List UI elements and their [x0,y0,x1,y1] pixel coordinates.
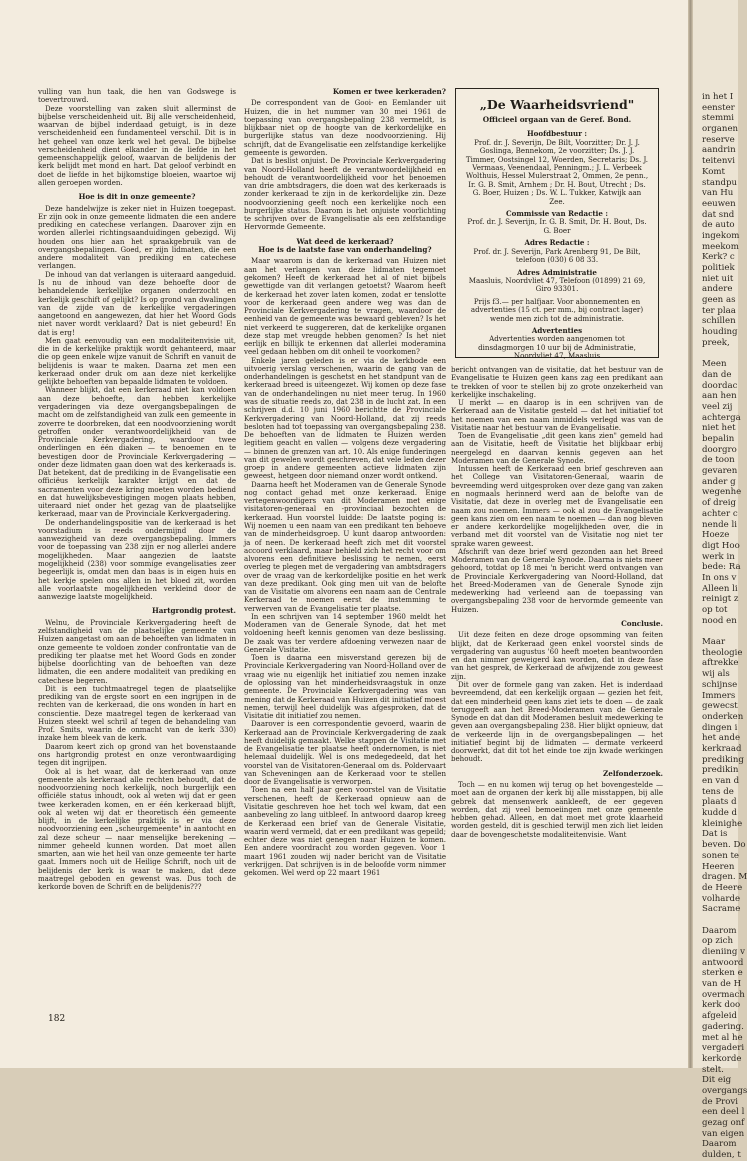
price-text: Prijs f3.— per halfjaar. Voor abonnementen en advertenties (15 ct. per mm., bij contract lager) wende men zich tot de administratie. [470,296,644,323]
adjacent-page-line: niet uit [702,273,734,284]
paragraph: De onderhandelingspositie van de kerkeraad is het voorstadium is reeds ondermijnd door de aanwezigheid van deze overgangsbepaling. Immers voor de toepassing van 238 zijn er nog allerlei andere mogelijkheden. Maar aangezien de laatste mogelijkheid (238) voor sommige evangelisaties zeer begeerlijk is, omdat men dan baas is in eigen huis en het kerkje spelen ons allen in het bloed zit, worden alle voorlaatste mogelijkheden verkleind door de aanwezige laatste mogelijkheid. [38,517,236,602]
adjacent-page-line: dulden, t [702,1150,741,1161]
paragraph: Intussen heeft de Kerkeraad een brief geschreven aan het College van Visitatoren-Generaal, waarin de bevreemding werd uitgesproken over deze gang van zaken en nogmaals herinnerd werd aan de belofte van de Visitatie, dat deze in overleg met de Evangelisatie een naam zou noemen. Immers — ook al zou de Evangelisatie geen kans zien om een naam te noemen — dan nog bleven er andere kerkordelijke mogelijkheden over, die in verband met dit voorstel van de Visitatie nog niet ter sprake waren geweest. [451,464,663,548]
adjacent-page-line: de Heere [702,882,743,893]
adjacent-page-line: houding [702,327,738,338]
adjacent-page-line: dragen. M [702,872,747,883]
adjacent-page-line: nood en [702,615,737,626]
paragraph: Toen is daarna een misverstand gerezen bij de Provinciale Kerkvergadering van Noord-Holland over de vraag wie nu eigenlijk het initiatief zou nemen inzake de oplossing van het minderheidsvraagstuk in onze gemeente. De Provinciale Kerkvergadering was van mening dat de Kerkeraad van Huizen dit initiatief moest nemen, terwijl heel duidelijk was afgesproken, dat de Visitatie dit initiatief zou nemen. [244,653,446,721]
adjacent-page-line: Dat is [702,829,728,840]
adjacent-page-line: eeuwen [702,198,736,209]
paragraph: Daarom keert zich op grond van het bovenstaande ons hartgrondig protest en onze verontwaardiging tegen dit ingrijpen. [38,741,236,768]
adjacent-page-line: wegenhe [702,487,742,498]
adjacent-page-line: antwoord [702,957,744,968]
paragraph: Daarover is een correspondentie gevoerd, waarin de Kerkeraad aan de Provinciale Kerkvergadering de zaak heeft duidelijk gemaakt. Welke stappen de Visitatie met de Evangelisatie ter plaatse heeft ondernomen, is niet helemaal duidelijk. Wel is ons medegedeeld, dat het voorstel van de Visitatoren-Generaal om ds. Poldervaart van Scheveningen aan de Kerkeraad voor te stellen door de Evangelisatie is verworpen. [244,719,446,787]
adjacent-page-line: gadering. [702,1021,744,1032]
adjacent-page-line: afgeleid [702,1011,737,1022]
paragraph: U merkt — en daarop is in een schrijven van de Kerkeraad aan de Visitatie gesteld — dat het initiatief tot het noemen van een naam inmiddels verlegd was van de Visitatie naar het bestuur van de Evangelisatie. [451,398,663,432]
adjacent-page-line: beven. Do [702,840,746,851]
adjacent-page-line: Maar [702,637,726,648]
adjacent-page-line: digt Hoo [702,540,740,551]
adjacent-page-line: overgangs [702,1085,747,1096]
section-heading: Hoe is dit in onze gemeente? [78,192,196,202]
paragraph: Toen na een half jaar geen voorstel van de Visitatie verschenen, heeft de Kerkeraad opnieuw aan de Visitatie geschreven hoe het toch wel kwam, dat een aanbeveling zo lang uitbleef. In antwoord daarop kreeg de Kerkeraad een brief van de Generale Visitatie, waarin werd vermeld, dat er een predikant was gepeild; echter deze was niet genegen naar Huizen te komen. Een andere voordracht zou worden gegeven. Voor 1 maart 1961 zouden wij nader bericht van de Visitatie verkrijgen. Dat schrijven is in de beloofde vorm nimmer gekomen. Wel werd op 22 maart 1961 [244,785,446,878]
adjacent-page-line: ter plaa [702,305,736,316]
adjacent-page-line: kerkorde [702,1053,742,1064]
adjacent-page-line: kerk doo [702,1000,741,1011]
adjacent-page-line: van de H [702,979,742,990]
adjacent-page-line: geen as [702,295,736,306]
adjacent-page-line: Komt [702,166,725,177]
adjacent-page-line: stemmi [702,113,734,124]
adjacent-page-line: onderken [702,711,744,722]
adjacent-page-line: dieniing v [702,947,745,957]
adjacent-page-line: politiek [702,263,735,273]
adjacent-page-line: dan de [702,369,732,380]
section-heading: Conclusie. [621,618,663,628]
adjacent-page-line: werk in [702,551,735,562]
adjacent-page-line: of dreig [702,498,737,509]
adjacent-page-line: predikin [702,765,739,776]
adjacent-page-line: Meen [702,359,727,370]
adjacent-page-line: sterken e [702,968,743,979]
paragraph: bericht ontvangen van de visitatie, dat het bestuur van de Evangelisatie te Huizen geen kans zag een predikant aan te trekken of voor te stellen bij zo grote onzekerheid van kerkelijke inschakeling. [451,365,663,399]
adjacent-page-line: Dit eig [702,1075,732,1086]
section-heading: Zelfonderzoek. [603,768,663,778]
adjacent-page-line: ander g [702,476,736,487]
adjacent-page-line: kleinighe [702,818,743,829]
paragraph: In een schrijven van 14 september 1960 meldt het Moderamen van de Generale Synode, dat het met voldoening heeft kennis genomen van deze beslissing. De zaak was ter verdere afdoening verwezen naar de Generale Visitatie. [244,611,446,654]
page-number: 182 [48,1014,66,1024]
adjacent-page-line: bepalin [702,434,735,444]
adjacent-page-line: Alleen li [702,583,738,594]
paragraph: De inhoud van dat verlangen is uiteraard aangeduid. Is nu de inhoud van deze behoefte door de behandelende kerkelijke organen onderzocht en kerkelijk geschift of gelijkt? Is op grond van dwalingen van de zijde van de kerkelijke vergaderingen aangetoond en aangewezen, dat hier het Woord Gods niet naver wordt verklaard? Dat is niet gebeurd! En dat is erg! [38,269,236,337]
paragraph: Deze handelwijze is zeker niet in Huizen toegepast. Er zijn ook in onze gemeente lidmaten die een andere prediking en catechese verlangen. Daarover zijn en worden allerlei richtingsaanduidingen gebezigd. Wij houden ons hier aan het spraakgebruik van de overgangsbepalingen. Goed, er zijn lidmaten, die een andere modaliteit van prediking en catechese verlangen. [38,203,236,271]
adjacent-page-line: Hoeze [702,530,730,541]
adjacent-page-line: het ande [702,733,741,744]
adjacent-page-line: aandrin [702,145,736,156]
adjacent-page-line: van Hu [702,188,734,199]
adjacent-page-line: dat snd [702,209,735,220]
adjacent-page-line [702,915,738,926]
adjacent-page-line: Immers [702,690,736,701]
adjacent-page-line: van eigen [702,1128,745,1139]
adjacent-page-line: Daarom [702,1139,737,1150]
editor-address-heading: Adres Redactie : [524,238,590,248]
adjacent-page-line: teitenvi [702,156,735,167]
adjacent-page-line: aftrekke [702,658,739,669]
adjacent-page-line: de Provi [702,1096,738,1107]
ads-text: Advertenties worden aangenomen tot dinsdagmorgen 10 uur bij de Administratie, Noordvliet 47, Maasluis [478,334,636,361]
publication-title: „De Waarheidsvriend" [479,97,635,112]
paragraph: Uit deze feiten en deze droge opsomming van feiten blijkt, dat de Kerkeraad geen enkel voorstel sinds de vergadering van augustus '60 heeft moeten beantwoorden en dan nimmer geweigerd kan worden, dat in deze fase van het gesprek, de Kerkeraad de afwijzende zou geweest zijn. [451,630,663,681]
admin-address-heading: Adres Administratie [517,267,597,277]
adjacent-page-line: tens de [702,786,734,797]
adjacent-page-line: volharde [702,893,741,904]
admin-address-text: Maasluis, Noordvliet 47, Telefoon (01899) 21 69, Giro 93301. [468,275,646,294]
section-subheading: Hoe is de laatste fase van onderhandeling? [258,245,432,255]
adjacent-page-line: overmach [702,989,745,1000]
adjacent-page-line: stelt. [702,1064,724,1075]
adjacent-page-line: ingekom [702,230,740,241]
paragraph: Ook al is het waar, dat de kerkeraad van onze gemeente als kerkeraad alle rechten behoudt, dat de noodvoorziening noch kerkelijk, noch burgerlijk een officiële status inhoudt, ook al weten wij dat er geen twee kerkeraden komen, en er één kerkeraad blijft, ook al weten wij dat er theoretisch één gemeente blijft, in de kerkelijke praktijk is er via deze noodvoorziening een „scheurgemeente" in aantocht en zal deze scheur — naar menselijke berekening — nimmer geheeld kunnen worden. Dat moet allen smarten, aan wie het heil van onze gemeente ter harte gaat. Immers noch uit de Heilige Schrift, noch uit de belijdenis der kerk is waar te maken, dat deze maatregel geboden en gewenst was. Dus toch de kerkorde boven de Schrift en de belijdenis??? [38,766,236,892]
paragraph: Deze voorstelling van zaken sluit allerminst de bijbelse verscheidenheid uit. Bij alle verscheidenheid, waarvan de bijbel inderdaad getuigt, is in deze verscheidenheid een fundamenteel verschil. Dit is in het geheel van onze kerk wel het geval. De bijbelse verscheidenheid dient elkander in de liefde in het gemeenschappelijk geloof, waarvan de belijdenis der kerk belijdt met mond en hart. Dat geloof verbindt en doet de liefde in het bijkomstige bloeien, waartoe wij allen geroepen worden. [38,103,236,187]
ads-heading: Advertenties [531,325,583,335]
adjacent-page-line: In ons v [702,572,737,583]
paragraph: vulling van hun taak, die hen van Godswege is toevertrouwd. [38,87,236,105]
adjacent-page-line: met al he [702,1032,743,1043]
adjacent-page-line: op zich [702,936,734,947]
adjacent-page-edge [693,0,747,1161]
adjacent-page-line: de toon [702,455,735,466]
adjacent-page-line: reserve [702,134,735,145]
adjacent-page-line: kudde d [702,808,738,819]
adjacent-page-line [702,349,738,360]
adjacent-page-line: aan hen [702,391,737,402]
paragraph: De correspondent van de Gooi- en Eemlander uit Huizen, die in het nummer van 30 mei 1961 de toepassing van overgangsbepaling 238 vermeldt, is blijkbaar niet op de hoogte van de kerkordelijke en burgerlijke status van deze noodvoorziening. Hij schrijft, dat de Evangelisatie een zelfstandige kerkelijke gemeente is geworden. [244,98,446,157]
adjacent-page-line: niet het [702,423,736,434]
adjacent-page-line [702,626,738,637]
editorial-heading: Commissie van Redactie : [506,209,608,219]
board-heading: Hoofdbestuur : [526,129,588,139]
adjacent-page-line: bede: Ra [702,562,741,573]
board-text: Prof. dr. J. Severijn, De Bilt, Voorzitter; Dr. J. J. Goslinga, Bennekom, 2e voorzitter; Ds. J. J. Timmer, Oostsingel 12, Woerden, Secretaris; Ds. J. Vermaas, Veenendaal, Penningm.; J. L. Verbeek Wolthuis, Hessel Mulerstraat 2, Ommen, 2e penn., Ir. G. B. Smit, Arnhem ; Dr. H. Bout, Utrecht ; Ds. G. Boer, Huizen ; Ds. W. L. Tukker, Katwijk aan Zee. [465,137,649,206]
section-heading: Wat deed de kerkeraad? [296,236,394,246]
adjacent-page-line: meekom [702,241,739,252]
adjacent-page-line: sonen te [702,850,740,861]
adjacent-page-line: eenster [702,102,735,113]
adjacent-page-line: Heeren [702,861,735,872]
paragraph: Toen de Evangelisatie „dit geen kans zien" gemeld had aan de Visitatie, heeft de Visitatie het blijkbaar erbij neergelegd en daarvan kennis gegeven aan het Moderamen van de Generale Synode. [451,431,663,465]
adjacent-page-line: en van d [702,776,740,786]
adjacent-page-line: gezag onf [702,1118,745,1128]
adjacent-page-line: preek, [702,337,730,348]
masthead-box [455,88,659,361]
adjacent-page-line: doorgro [702,444,737,455]
column-left [38,88,236,1006]
adjacent-page-line: reinigt z [702,594,739,605]
adjacent-page-line: kerkraad [702,743,742,754]
adjacent-page-line: theologie [702,647,743,658]
adjacent-page-line: andere [702,284,733,295]
adjacent-page-line: gevaren [702,466,738,477]
adjacent-page-line: vergaderi [702,1043,745,1054]
adjacent-page-line: veel zij [702,401,733,412]
paragraph: Dit is een tuchtmaatregel tegen de plaatselijke prediking van de ergste soort en een ingrijpen in de rechten van de kerkeraad, die ons wonden in hart en conscientie. Deze maatregel tegen de kerkeraad van Huizen steekt wel schril af tegen de behandeling van Prof. Smits, waarin de onmacht van de kerk 330) inzake hem bleek van de kerk. [38,683,236,743]
paragraph: Dat is beslist onjuist. De Provinciale Kerkvergadering van Noord-Holland heeft de verantwoordelijkheid en behoudt de verantwoordelijkheid voor het benoemen van drie ambtsdragers, die doen wat des kerkeraads is zonder kerkeraad te zijn in de kerkordelijke zin. Deze noodvoorziening geeft noch een kerkelijke noch een burgerlijke status. Daarom is het onjuiste voorlichting te schrijven over de Evangelisatie als een zelfstandige Hervormde Gemeente. [244,156,446,232]
paragraph: Welnu, de Provinciale Kerkvergadering heeft de zelfstandigheid van de plaatselijke gemeente van Huizen aangetast om aan de behoeften van lidmaten in onze gemeente te voldoen zonder confrontatie van de prediking ter plaatse met het Woord Gods en zonder bijbelse doorlichting van de behoeften van deze lidmaten, die een andere modaliteit van prediking en catechese begeren. [38,617,236,685]
adjacent-page-text [693,0,747,1161]
section-heading: Hartgrondig protest. [151,606,236,616]
adjacent-page-line: schijnse [702,679,738,690]
paragraph: Maar waarom is dan de kerkeraad van Huizen niet aan het verlangen van deze lidmaten tegemoet gekomen? Heeft de kerkeraad het al of niet bijbels gewettigde van dit verlangen getoetst? Waarom heeft de kerkeraad het zover laten komen, zodat er tenslotte voor de kerkeraad geen andere weg was dan de Provinciale Kerkvergadering te vragen, waardoor de eenheid van de gemeente was bewaard gebleven? Is het niet verkeerd te suggereren, dat de kerkelijke organen deze stap met vreugde hebben genomen? Is het niet eerlijk en billijk te erkennen dat allerlei moderamina veel gedaan hebben om dit onheil te voorkomen? [244,256,446,357]
adjacent-page-line: Sacrame [702,904,741,915]
paragraph: Wanneer blijkt, dat een kerkeraad niet kan voldoen aan deze behoefte, dan hebben kerkelijke vergaderingen via deze overgangsbepalingen de macht om de zelfstandigheid van zulk een gemeente in zoverre te doorbreken, dat een noodvoorziening wordt getroffen onder verantwoordelijkheid van de Provinciale Kerkvergadering, waardoor twee onderlingen en één diaken — te benoemen en te bevestigen door de Provinciale Kerkvergadering — onder deze lidmaten gaan doen wat des kerkeraads is. Dat betekent, dat de prediking in de Evangelisatie een officiëus kerkelijk karakter krijgt en dat de sacramenten voor deze kring moeten worden bediend en dat huwelijksbevestigingen mogen plaats hebben, uiteraard niet onder het gezag van de plaatselijke kerkeraad, maar van de Provinciale Kerkvergadering. [38,385,236,519]
adjacent-page-line: plaats d [702,797,737,808]
adjacent-page-line: nende li [702,519,737,530]
paragraph: Dit over de formele gang van zaken. Het is inderdaad bevreemdend, dat een kerkelijk orgaan — gezien het feit, dat een minderheid geen kans ziet iets te doen — de zaak teruggeeft aan het Breed-Moderamen van de Generale Synode en dat dan dit Moderamen besluit medewerking te geven aan overgangsbepaling 238. Hier blijkt opnieuw, dat de verkeerde lijn in de overgangsbepalingen — het initiatief begint bij de lidmaten — dermate verkeerd doorwerkt, dat dit tot het einde toe zijn kwade werkingen behoudt. [451,679,663,764]
adjacent-page-line: gewecst [702,701,738,712]
adjacent-page-line: schillen [702,316,736,327]
adjacent-page-line: Kerk? c [702,252,735,263]
editor-address-text: Prof. dr. J. Severijn, Park Arenberg 91, De Bilt, telefoon (030) 6 08 33. [473,246,641,265]
adjacent-page-line: doordac [702,380,738,391]
adjacent-page-line: de auto [702,220,735,231]
section-heading: Komen er twee kerkeraden? [332,87,446,96]
adjacent-page-line: wij als [702,669,730,680]
adjacent-page-line: in het I [702,92,734,102]
adjacent-page-line: standpu [702,177,738,188]
publication-subtitle: Officieel orgaan van de Geref. Bond. [482,115,632,124]
paragraph: Men gaat eenvoudig van een modaliteitenvisie uit, die in de kerkelijke praktijk wordt gehanteerd, maar die op geen enkele wijze vanuit de Schrift en vanuit de belijdenis is waar te maken. Daarna zet men een kerkeraad onder druk om aan deze niet kerkelijke gelijkte behoeften van bepaalde lidmaten te voldoen. [38,335,236,387]
adjacent-page-line: prediking [702,754,744,765]
adjacent-page-line: Daarom [702,925,737,936]
adjacent-page-line: op tot [702,605,728,615]
column-right [451,366,663,1006]
adjacent-page-line: organen [702,124,739,135]
paragraph: Toch — en nu komen wij terug op het bovengestelde — moet aan de organen der kerk bij alle misstappen, bij alle gebrek dat mensenwerk aankleeft, de eer gegeven worden, dat zij veel bemoeiingen met onze gemeente hebben gehad. Alleen, en dat moet met grote klaarheid worden gesteld, dit is geschied terwijl men zich liet leiden daar de bovengeschetste modaliteitenvisie. Want [451,780,663,839]
adjacent-page-line: dingen i [702,722,738,733]
editorial-text: Prof. dr. J. Severijn, Ir. G. B. Smit, Dr. H. Bout, Ds. G. Boer [467,217,647,235]
adjacent-page-line: een deel l [702,1107,745,1118]
column-middle [244,88,446,1006]
paragraph: Enkele jaren geleden is er via de kerkbode een uitvoerig verslag verschenen, waarin de gang van de onderhandelingen is geschetst en het standpunt van de kerkeraad breed is uiteengezet. Wij komen op deze fase van de onderhandelingen nu niet meer terug. In 1960 was de situatie reeds zo, dat 238 in de lucht zat. In een schrijven d.d. 10 juni 1960 berichtte de Provinciale Kerkvergadering van Noord-Holland, dat zij reeds besloten had tot toepassing van overgangsbepaling 238. De behoeften van de lidmaten te Huizen werden legitiem geacht en vallen — volgens deze vergadering — binnen de grenzen van art. 10. Als enige funderingen van dit gewelen wordt geschreven, dat vele leden dezer groep in andere gemeenten actieve lidmaten zijn geweest, hetgeen door niemand onzer wordt ontkend. [244,355,446,481]
paragraph: Daarna heeft het Moderamen van de Generale Synode nog contact gehad met onze kerkeraad. Enige vertegenwoordigers van dit Moderamen met enige visitatoren-generaal en -provinciaal bezochten de kerkeraad. Hun voorstel luidde: De laatste poging is: Wij noemen u een naam van een predikant ten behoeve van de minderheidsgroep. U kunt daarop antwoorden: ja of neen. De kerkeraad heeft zich met dit voorstel accoord verklaard, maar behield zich het recht voor om alvorens een definitieve beslissing te nemen, eerst overleg te plegen met de vergadering van ambtsdragers over de vraag van de kerkordelijke positie en het werk van deze predikant. Ook ging men uit van de belofte van de Visitatie om alvorens een naam aan de Centrale Kerkeraad te noemen eerst de instemming te verwerven van de Evangelisatie ter plaatse. [244,479,446,613]
adjacent-page-line: achterga [702,412,741,423]
adjacent-page-line: achter c [702,508,738,519]
paragraph: Afschrift van deze brief werd gezonden aan het Breed Moderamen van de Generale Synode. Daarna is niets meer gehoord, totdat op 18 mei 'n bericht werd ontvangen van de Provinciale Kerkvergadering van Noord-Holland, dat het Breed-Moderamen van de Generale Synode zijn medewerking had verleend aan de toepassing van overgangsbepaling 238 voor de hervormde gemeente van Huizen. [451,546,663,614]
